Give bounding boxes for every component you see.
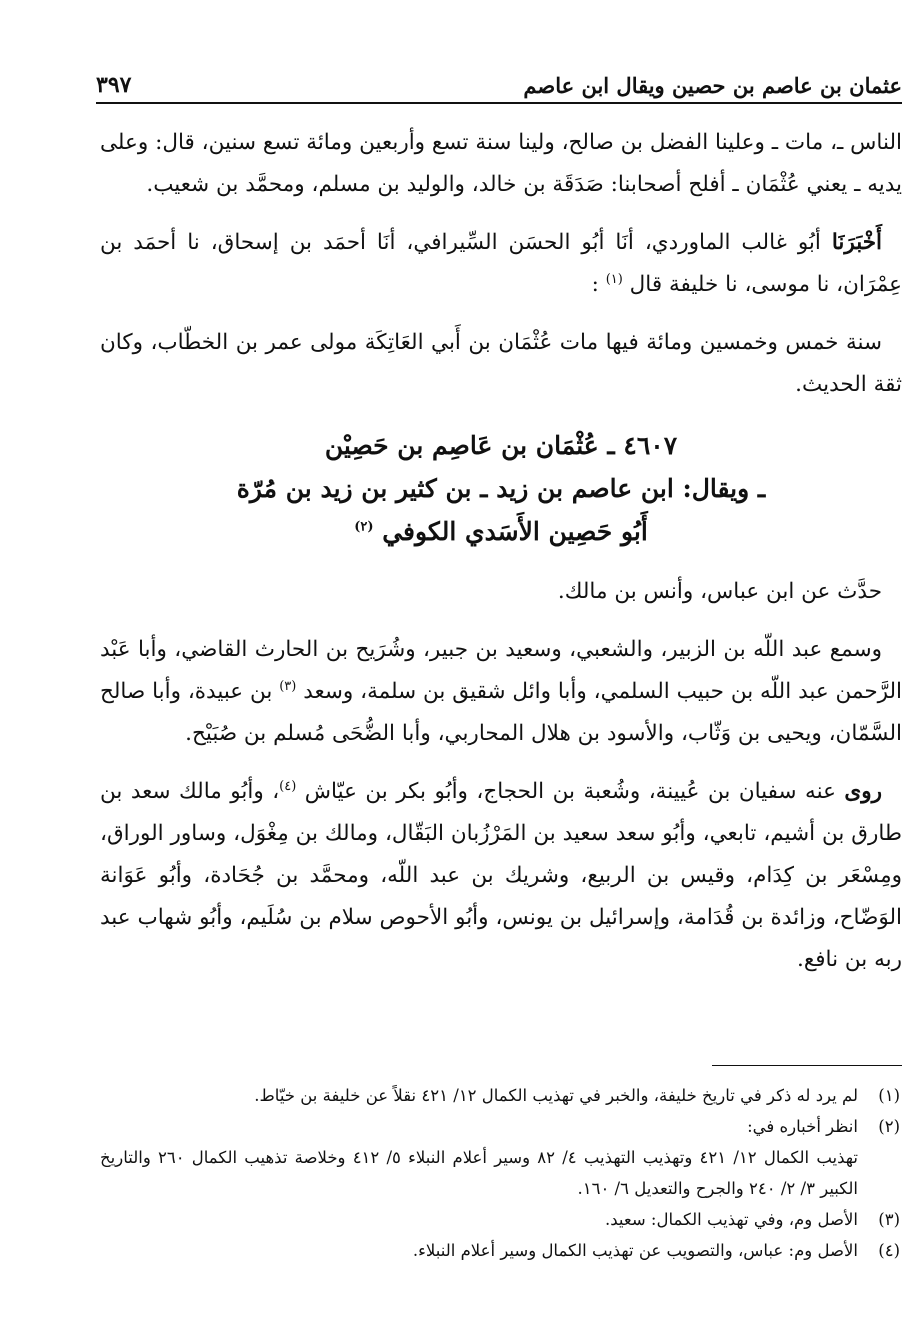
footnote-4 [100,1235,900,1266]
paragraph-text: أبُو غالب الماوردي، أنَا أبُو الحسَن السِّيرافي، أنَا أحمَد بن إسحاق، نا أحمَد بن عِمْرَان، نا موسى، نا خليفة قال [100,230,902,297]
footnote-2-continuation [100,1142,900,1204]
entry-heading-line-2: ـ ويقال: ابن عاصم بن زيد ـ بن كثير بن زيد بن مُرّة [236,474,766,503]
footnote-ref-2[interactable]: (٢) [354,519,374,535]
paragraph-tail: : [591,272,606,297]
footnote-divider [712,1065,902,1066]
footnote-number: (٤) [878,1241,900,1260]
footnote-2 [100,1111,900,1142]
paragraph-narrated-from: حدَّث عن ابن عباس، وأنس بن مالك. [557,579,882,604]
footnote-1 [100,1080,900,1111]
page-number: ٣٩٧ [96,72,132,98]
entry-heading-line-3-text: أَبُو حَصِين الأَسَدي الكوفي [373,517,648,546]
paragraph-text: بن عبيدة، وأبا صالح السَّمّان، ويحيى بن وَثّاب، والأسود بن هلال المحاربي، وأبا الضُّحَى مُسلم بن صُبَيْح. [100,679,902,746]
footnote-text: الأصل وم، وفي تهذيب الكمال: سعيد. [604,1210,858,1229]
footnote-ref-3[interactable]: (٣) [279,678,297,694]
paragraph-continuation: الناس ـ، مات ـ وعلينا الفضل بن صالح، ولينا سنة تسع وأربعين ومائة تسع سنين، قال: وعلى يديه ـ يعني عُثْمَان ـ أفلح أصحابنا: صَدَقَة بن خالد، والوليد بن مسلم، ومحمَّد بن شعيب. [100,130,902,197]
footnote-text: لم يرد له ذكر في تاريخ خليفة، والخبر في تهذيب الكمال ١٢/ ٤٢١ نقلاً عن خليفة بن خيّاط. [254,1086,858,1105]
paragraph-lead-word: روى [844,779,882,804]
page-header [96,58,902,104]
footnote-ref-4[interactable]: (٤) [279,778,297,794]
paragraph-heard-from [100,629,902,755]
paragraph-text: ، وأبُو مالك سعد بن طارق بن أشيم، تابعي، وأبُو سعد سعيد بن المَرْزُبان البَقّال، ومالك بن مِغْوَل، وساور الوراق، ومِسْعَر بن كِدَام، وقيس بن الربيع، وشريك بن عبد اللّه، ومحمَّد بن جُحَادة، وأبُو عَوَانة الوَضّاح، وزائدة بن قُدَامة، وإسرائيل بن يونس، وأبُو الأحوص سلام بن سُلَيم، وأبُو شهاب عبد ربه بن نافع. [100,779,902,972]
footnote-number: (١) [878,1086,900,1105]
footnote-text: انظر أخباره في: [747,1117,858,1136]
paragraph-death-note: سنة خمس وخمسين ومائة فيها مات عُثْمَان بن أَبي العَاتِكَة مولى عمر بن الخطّاب، وكان ثقة الحديث. [100,330,902,397]
paragraph-text: وسمع عبد اللّه بن الزبير، والشعبي، وسعيد بن جبير، وشُرَيح بن الحارث القاضي، وأبا عَبْد الرَّحمن عبد اللّه بن حبيب السلمي، وأبا وائل شقيق بن سلمة، وسعد [100,637,903,704]
paragraph-lead-word: أَخْبَرَنَا [831,230,882,255]
paragraph-text: عنه سفيان بن عُيينة، وشُعبة بن الحجاج، وأبُو بكر بن عيّاش [296,779,845,804]
entry-heading [100,424,902,553]
footnote-text: الأصل وم: عباس، والتصويب عن تهذيب الكمال وسير أعلام النبلاء. [412,1241,858,1260]
paragraph-isnad [100,222,902,306]
entry-heading-line-3 [100,510,902,553]
paragraph-narrators [100,771,902,981]
footnote-number [858,1142,900,1204]
main-text [100,122,902,997]
footnotes [100,1080,900,1266]
footnote-3 [100,1204,900,1235]
footnote-number: (٣) [878,1210,900,1229]
running-title: عثمان بن عاصم بن حصين ويقال ابن عاصم [523,73,902,98]
footnote-ref-1[interactable]: (١) [605,271,623,287]
footnote-text: تهذيب الكمال ١٢/ ٤٢١ وتهذيب التهذيب ٤/ ٨٢ وسير أعلام النبلاء ٥/ ٤١٢ وخلاصة تذهيب الكمال ٢٦٠ والتاريخ الكبير ٣/ ٢/ ٢٤٠ والجرح والتعديل ٦/ ١٦٠. [100,1148,858,1198]
entry-heading-line-1: ٤٦٠٧ ـ عُثْمَان بن عَاصِم بن حَصِيْن [324,431,678,460]
footnote-number: (٢) [878,1117,900,1136]
